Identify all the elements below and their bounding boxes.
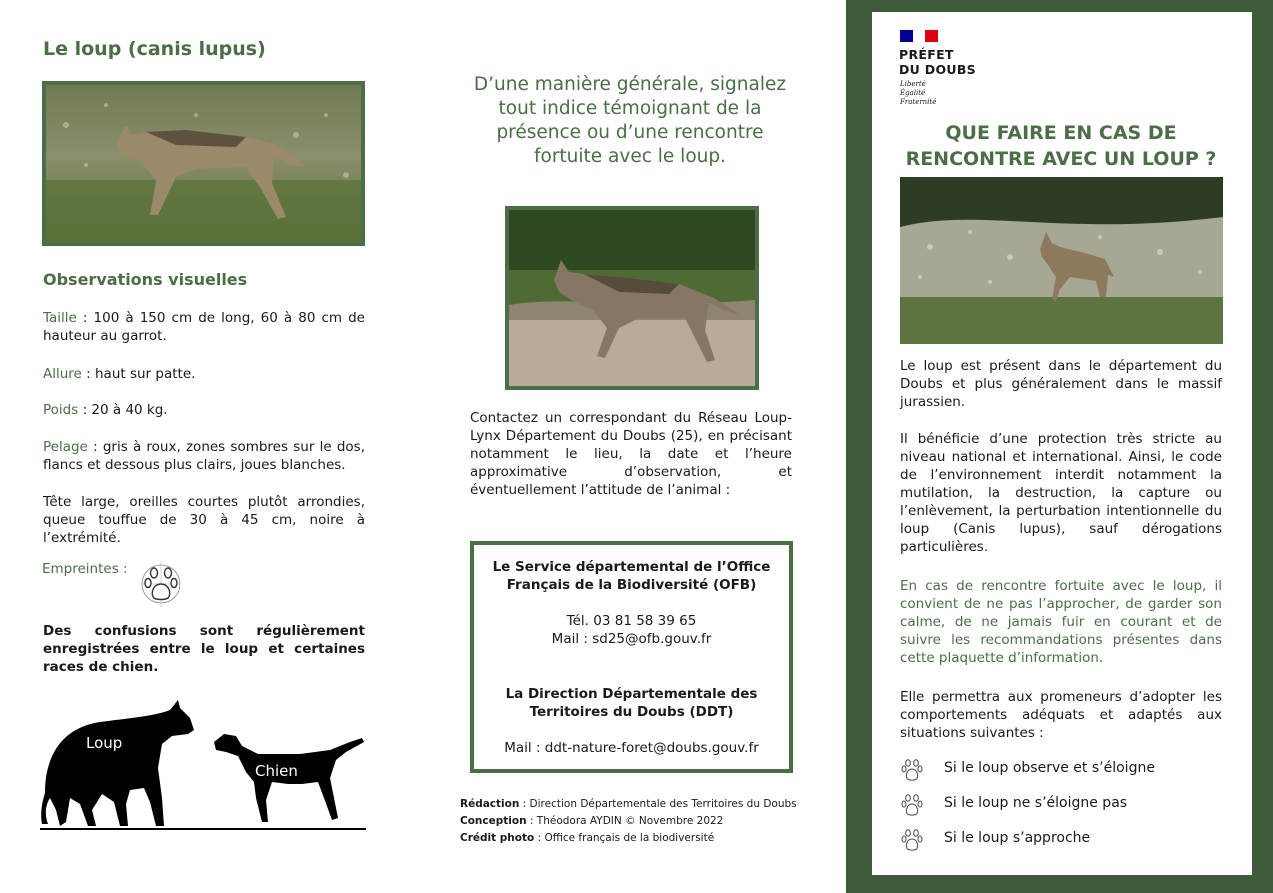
tete-paragraph: Tête large, oreilles courtes plutôt arrondies, queue touffue de 30 à 45 cm, noire à l’extrémité. [43,494,365,546]
taille-text: : 100 à 150 cm de long, 60 à 80 cm de hauteur au garrot. [43,310,365,344]
poids-paragraph [43,401,365,419]
devise [900,80,936,107]
paw-print-icon [900,827,924,853]
contact-paragraph: Contactez un correspondant du Réseau Loup-Lynx Département du Doubs (25), en précisant notamment le lieu, la date et l’heure approximative d’observation, et éventuellement l’attitude de l’animal : [470,410,792,498]
paw-print-icon [900,757,924,783]
situation-item [900,792,1222,818]
ofb-mail: Mail : sd25@ofb.gouv.fr [551,631,712,647]
marianne-flag-icon [900,27,938,39]
permettra-paragraph: Elle permettra aux promeneurs d’adopter les comportements adéquats et adaptés aux situations suivantes : [900,689,1222,741]
situation-item [900,827,1222,853]
prefet-logo-text [899,47,976,77]
poids-text: : 20 à 40 kg. [78,402,168,418]
paw-print-icon [139,558,183,610]
pelage-text: : gris à roux, zones sombres sur le dos, flancs et dessous plus clairs, joues blanches. [43,439,365,473]
devise-fraternite: Fraternité [900,98,937,106]
pelage-paragraph [43,438,365,474]
confusions-paragraph: Des confusions sont régulièrement enregistrées entre le loup et certaines races de chien. [43,623,365,675]
pelage-label: Pelage [43,439,88,455]
contact-box [470,541,793,773]
ofb-name: Le Service départemental de l’Office Français de la Biodiversité (OFB) [492,559,771,593]
intro-text: D’une manière générale, signalez tout indice témoignant de la présence ou d’une rencontre fortuite avec le loup. [473,74,787,167]
situation-item [900,757,1222,783]
ofb-phone: Tél. 03 81 58 39 65 [566,613,697,629]
silhouette-loup-label: Loup [86,734,123,752]
protection-paragraph: Il bénéficie d’une protection très stricte au niveau national et international. Ainsi, le code de l’environnement interdit notamment la mutilation, la destruction, la capture ou l’enlèvement, la perturbation intentionnelle du loup (Canis lupus), sauf dérogations particulières. [900,431,1222,555]
rencontre-paragraph: En cas de rencontre fortuite avec le loup, il convient de ne pas l’approcher, de garder son calme, de ne jamais fuir en courant et de suivre les recommandations présentes dans cette plaquette d’information. [900,578,1222,666]
credit-conception [460,813,797,830]
observations-heading: Observations visuelles [43,270,248,289]
wolf-dog-silhouettes [40,698,366,832]
credit-redaction-label: Rédaction [460,798,520,810]
situation-text: Si le loup s’approche [944,830,1091,846]
wolf-photo-3 [900,177,1223,344]
present-paragraph: Le loup est présent dans le département du Doubs et plus généralement dans le massif jurassien. [900,358,1222,410]
cover-title: QUE FAIRE EN CAS DE RENCONTRE AVEC UN LOUP ? [905,122,1217,170]
credit-conception-label: Conception [460,815,527,827]
credits [460,796,797,847]
devise-liberte: Liberté [900,80,926,88]
allure-text: : haut sur patte. [81,366,196,382]
allure-paragraph [43,365,365,383]
silhouette-chien-label: Chien [255,762,298,780]
paw-print-icon [900,792,924,818]
credit-photo-text: : Office français de la biodiversité [534,832,715,844]
empreintes-label: Empreintes : [42,561,128,577]
ddt-mail: Mail : ddt-nature-foret@doubs.gouv.fr [504,740,759,756]
credit-photo [460,830,797,847]
credit-redaction [460,796,797,813]
poids-label: Poids [43,402,79,418]
wolf-photo-2 [505,206,759,390]
taille-paragraph [43,309,365,345]
allure-label: Allure [43,366,82,382]
credit-photo-label: Crédit photo [460,832,535,844]
wolf-photo-1 [42,81,365,246]
situation-text: Si le loup ne s’éloigne pas [944,795,1128,811]
taille-label: Taille [43,310,77,326]
ddt-name: La Direction Départementale des Territoires du Doubs (DDT) [505,686,758,720]
situation-text: Si le loup observe et s’éloigne [944,760,1155,776]
prefet-line-2: DU DOUBS [899,62,976,77]
wolf-title: Le loup (canis lupus) [43,38,266,60]
credit-conception-text: : Théodora AYDIN © Novembre 2022 [526,815,724,827]
devise-egalite: Égalité [900,89,926,97]
credit-redaction-text: : Direction Départementale des Territoires du Doubs [519,798,797,810]
prefet-line-1: PRÉFET [899,47,954,62]
